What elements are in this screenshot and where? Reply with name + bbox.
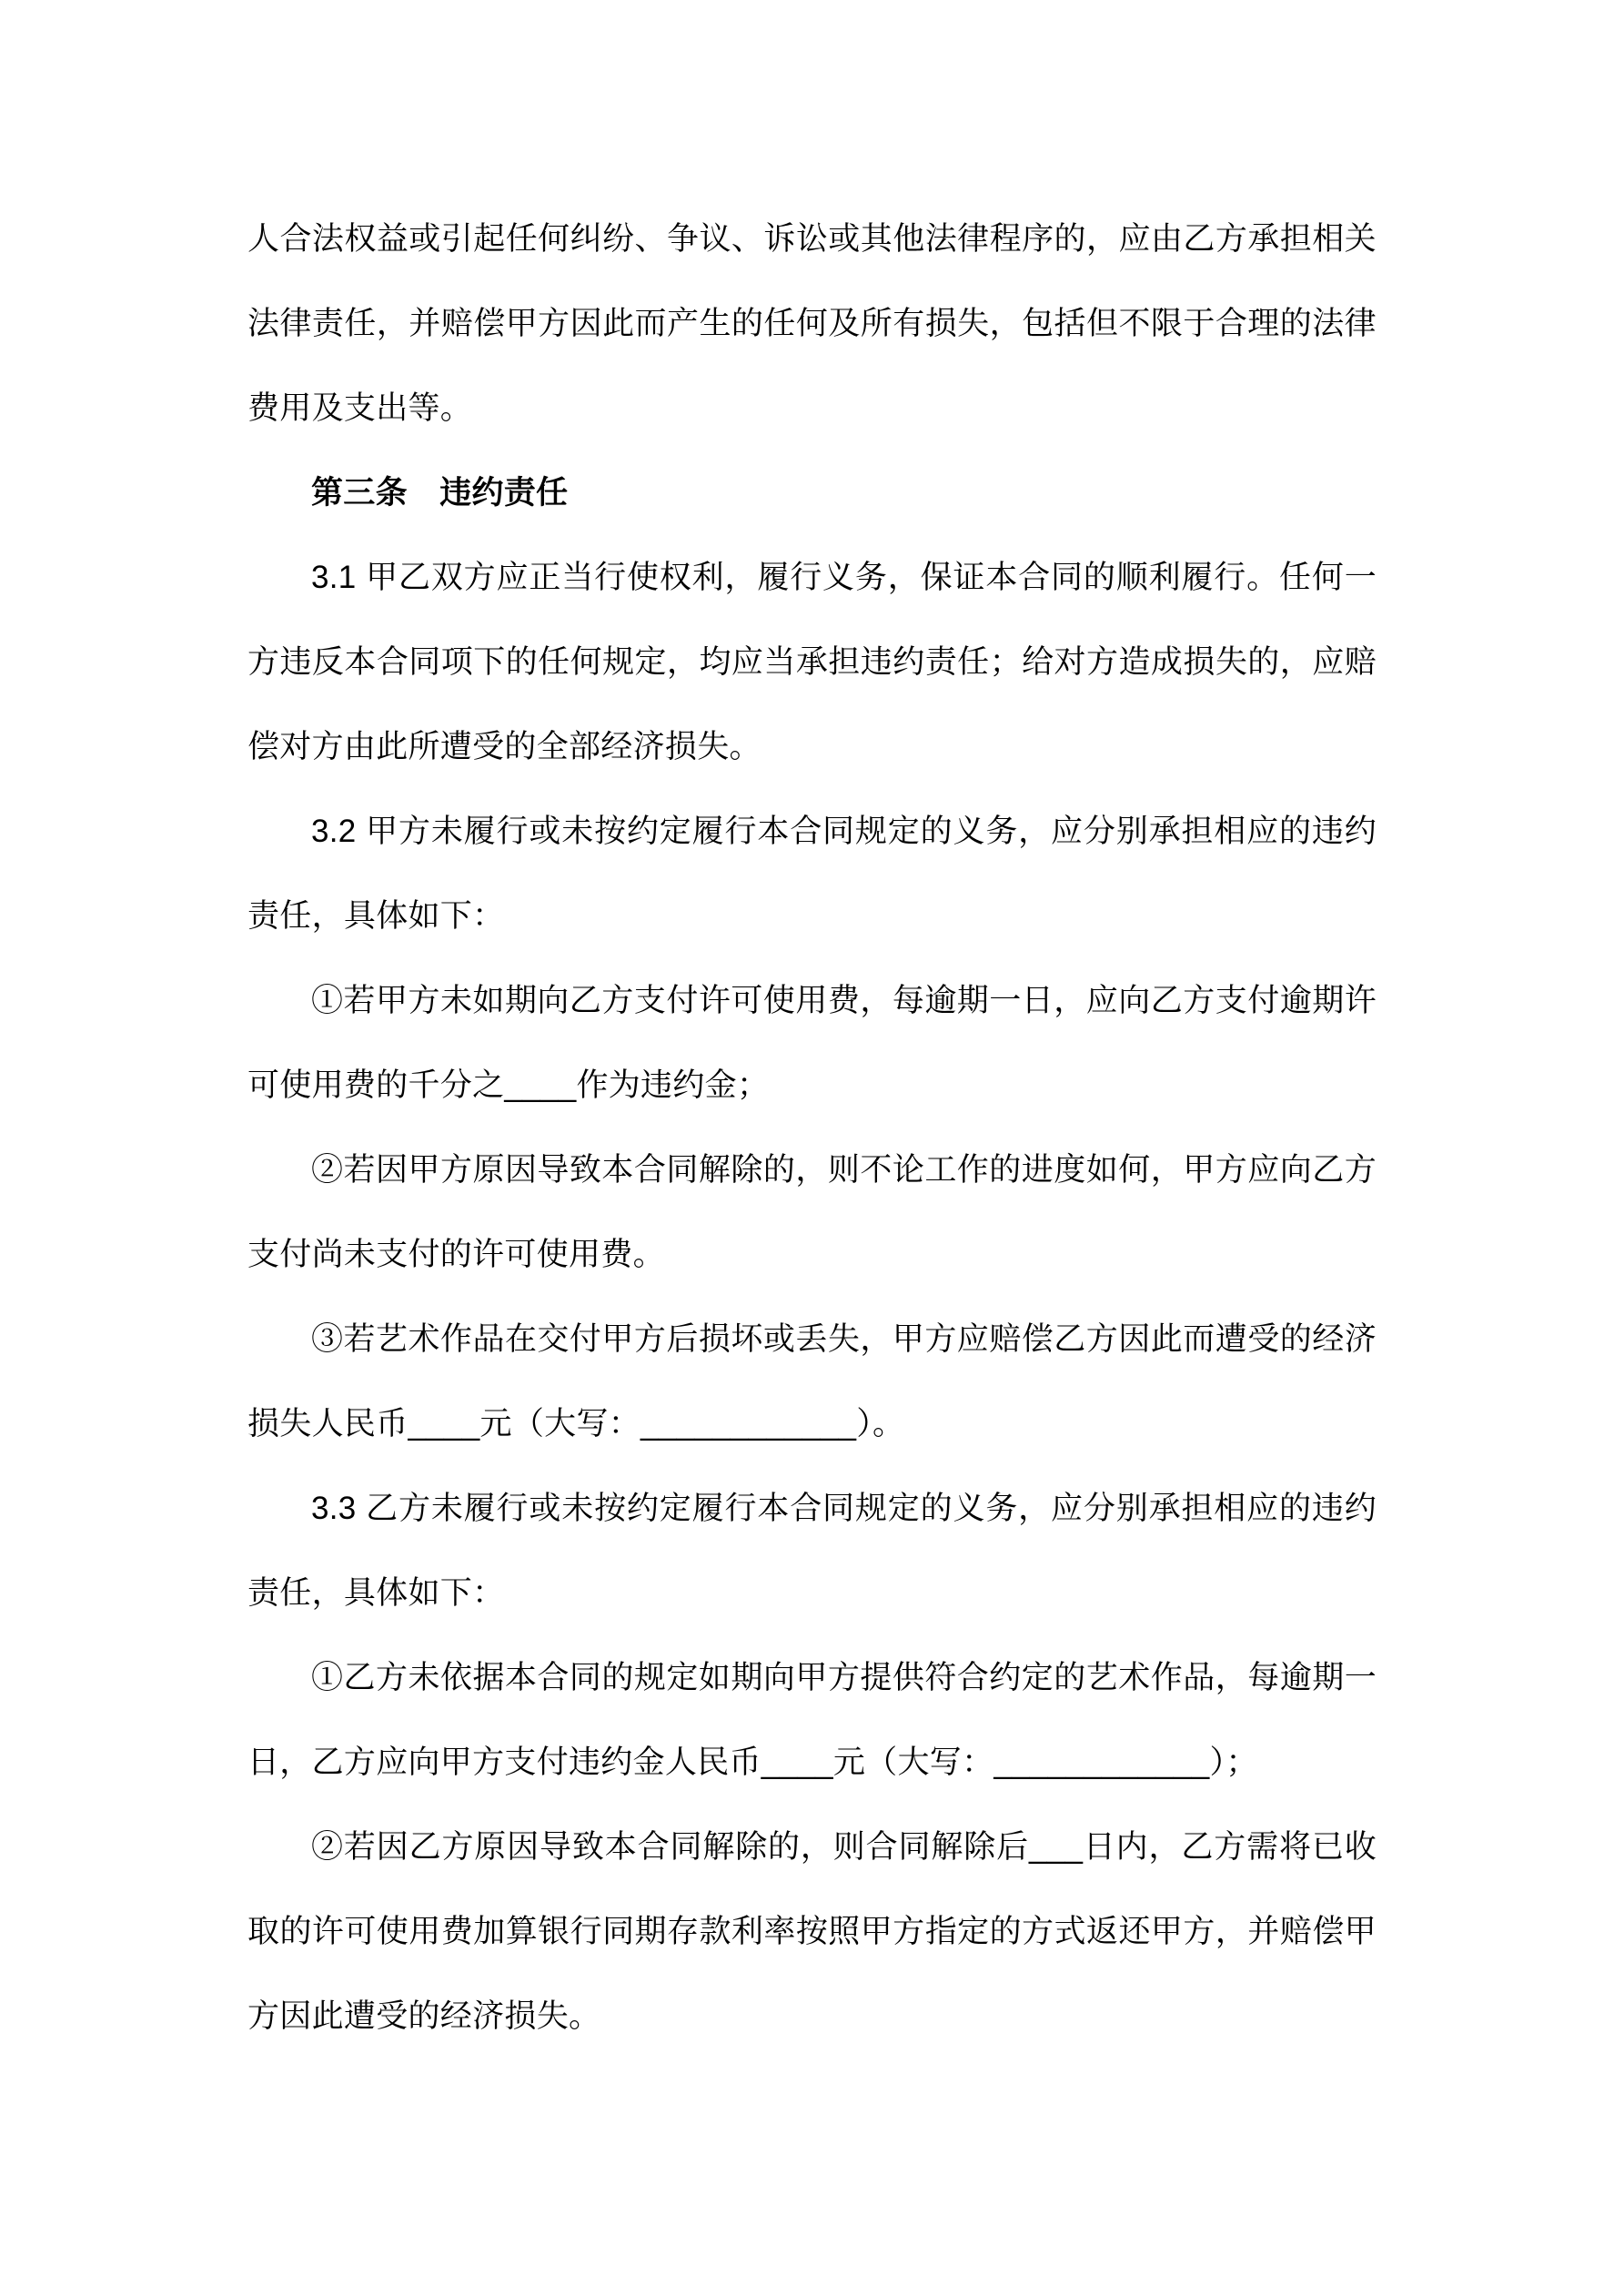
contract-clause-3-2: 3.2 甲方未履行或未按约定履行本合同规定的义务，应分别承担相应的违约责任，具体如下： [247,814,1377,934]
contract-clause-3-2-item-1: ①若甲方未如期向乙方支付许可使用费，每逾期一日，应向乙方支付逾期许可使用费的千分之____作为违约金； [247,983,1377,1103]
contract-clause-3-3: 3.3 乙方未履行或未按约定履行本合同规定的义务，应分别承担相应的违约责任，具体如下： [247,1491,1377,1611]
contract-clause-3-3-item-1: ①乙方未依据本合同的规定如期向甲方提供符合约定的艺术作品，每逾期一日，乙方应向甲方支付违约金人民币____元（大写：____________）； [247,1660,1377,1780]
contract-clause-3-2-item-2: ②若因甲方原因导致本合同解除的，则不论工作的进度如何，甲方应向乙方支付尚未支付的许可使用费。 [247,1152,1377,1272]
contract-clause-3-1: 3.1 甲乙双方应正当行使权利，履行义务，保证本合同的顺利履行。任何一方违反本合同项下的任何规定，均应当承担违约责任；给对方造成损失的，应赔偿对方由此所遭受的全部经济损失。 [247,560,1377,764]
contract-clause-3-2-item-3: ③若艺术作品在交付甲方后损坏或丢失，甲方应赔偿乙方因此而遭受的经济损失人民币____元（大写：____________）。 [247,1321,1377,1441]
contract-paragraph-continuation: 人合法权益或引起任何纠纷、争议、诉讼或其他法律程序的，应由乙方承担相关法律责任，并赔偿甲方因此而产生的任何及所有损失，包括但不限于合理的法律费用及支出等。 [247,221,1377,426]
contract-clause-3-3-item-2: ②若因乙方原因导致本合同解除的，则合同解除后___日内，乙方需将已收取的许可使用费加算银行同期存款利率按照甲方指定的方式返还甲方，并赔偿甲方因此遭受的经济损失。 [247,1829,1377,2034]
contract-text-block [247,197,1377,2058]
section-heading: 第三条 违约责任 [311,475,569,511]
